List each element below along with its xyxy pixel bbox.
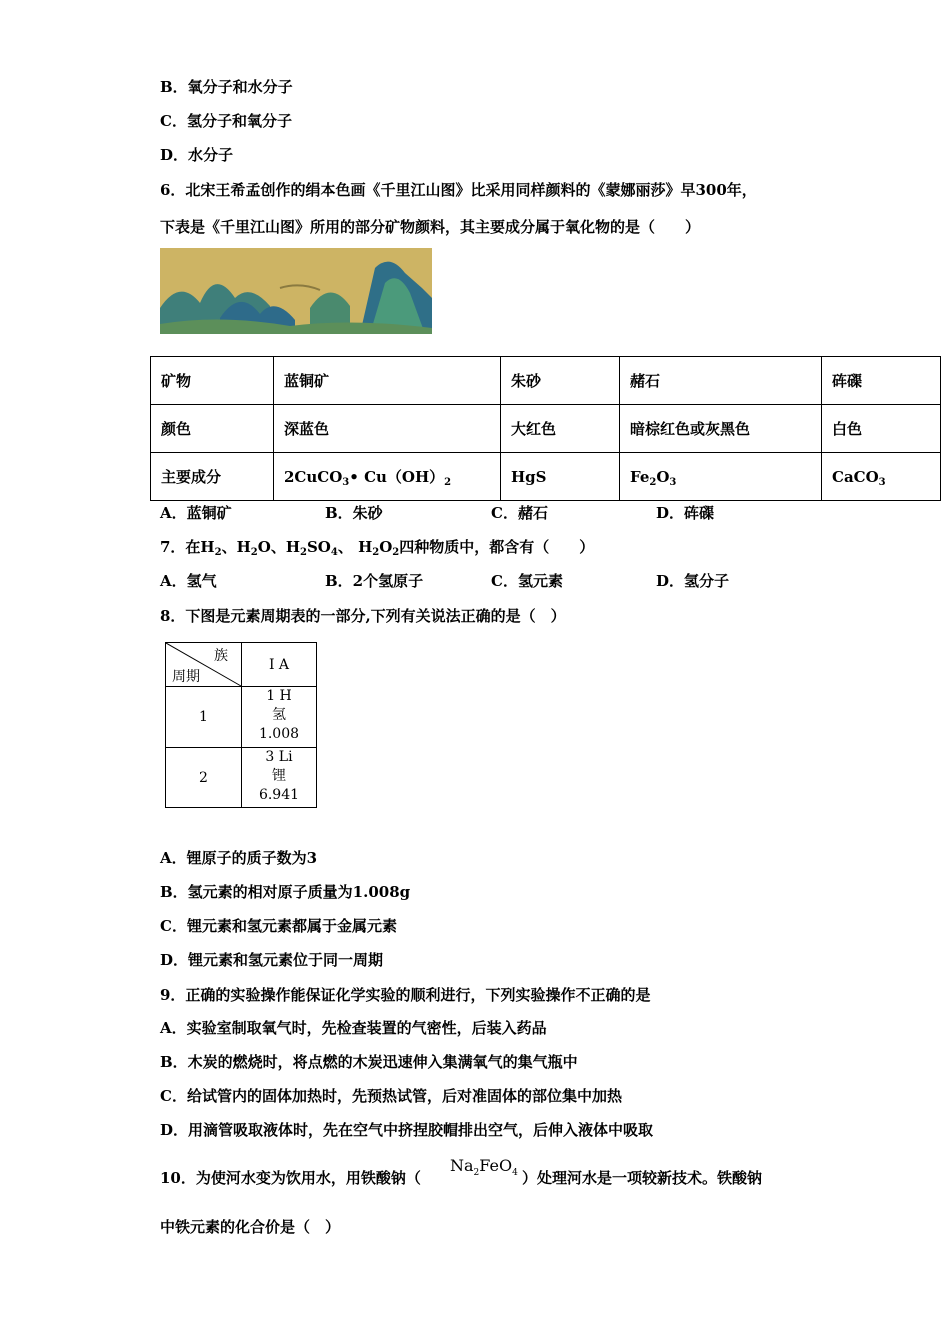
color-tridacna: 白色 — [822, 405, 941, 453]
element-cell-lithium — [242, 748, 316, 807]
q5-option-b: B．氧分子和水分子 — [160, 78, 293, 96]
component-ochre: $Fe_2O_3$ — [620, 453, 822, 501]
component-cinnabar: HgS — [501, 453, 620, 501]
q6-stem-line1: 6．北宋王希孟创作的绢本色画《千里江山图》比采用同样颜料的《蒙娜丽莎》早300年， — [160, 181, 757, 199]
component-azurite: 2CuCO$_3$• $Cu(OH)_2$ — [274, 453, 501, 501]
q8-option-a: A．锂原子的质子数为3 — [160, 849, 318, 867]
q7-option-b: B．2个氢原子 — [325, 572, 424, 590]
q9-option-c: C．给试管内的固体加热时，先预热试管，后对准固体的部位集中加热 — [160, 1087, 622, 1105]
q10-stem-line1-end: ）处理河水是一项较新技术。铁酸钠 — [522, 1169, 763, 1187]
header-group-label: 族 — [214, 648, 228, 664]
mineral-ochre: 赭石 — [620, 357, 822, 405]
hydrogen-mass: 1.008 — [258, 726, 300, 742]
landscape-painting-image — [160, 248, 432, 334]
q5-option-c: C．氢分子和氧分子 — [160, 112, 292, 130]
period-2-label: 2 — [199, 769, 208, 786]
q10-stem-line2: 中铁元素的化合价是（ ） — [160, 1218, 341, 1236]
q7-stem: 7．在$H_2$、$H_2O$、$H_2SO_4$、 $H_2O_2$四种物质中，都含有（ ） — [160, 538, 595, 558]
component-tridacna: CaCO$_3$ — [822, 453, 941, 501]
mineral-cinnabar: 朱砂 — [501, 357, 620, 405]
q6-option-d: D．砗磲 — [656, 504, 715, 522]
group-ia-header: I A — [268, 656, 290, 673]
q6-option-b: B．朱砂 — [325, 504, 383, 522]
q6-option-c: C．赭石 — [491, 504, 548, 522]
row-header-mineral: 矿物 — [151, 357, 274, 405]
table-row — [151, 453, 941, 501]
q5-option-d: D．水分子 — [160, 146, 234, 164]
sodium-ferrate-formula: $Na_2FeO_4$ — [450, 1156, 518, 1178]
q9-option-d: D．用滴管吸取液体时，先在空气中挤捏胶帽排出空气，后伸入液体中吸取 — [160, 1121, 654, 1139]
q9-option-a: A．实验室制取氧气时，先检查装置的气密性，后装入药品 — [160, 1019, 547, 1037]
color-azurite: 深蓝色 — [274, 405, 501, 453]
q9-option-b: B．木炭的燃烧时，将点燃的木炭迅速伸入集满氧气的集气瓶中 — [160, 1053, 578, 1071]
element-cell-hydrogen — [242, 687, 316, 747]
q8-option-b: B．氢元素的相对原子质量为1.008g — [160, 883, 411, 901]
q10-stem-line1-start: 10．为使河水变为饮用水，用铁酸钠（ — [160, 1169, 421, 1187]
table-row — [151, 357, 941, 405]
q7-option-d: D．氢分子 — [656, 572, 730, 590]
mineral-pigment-table — [150, 356, 941, 501]
hydrogen-symbol: 1 H — [266, 688, 292, 704]
period-1-label: 1 — [199, 709, 208, 725]
row-header-color: 颜色 — [151, 405, 274, 453]
q8-option-d: D．锂元素和氢元素位于同一周期 — [160, 951, 384, 969]
periodic-table-excerpt — [165, 642, 317, 808]
q7-option-c: C．氢元素 — [491, 572, 563, 590]
q6-stem-line2: 下表是《千里江山图》所用的部分矿物颜料，其主要成分属于氧化物的是（ ） — [160, 218, 701, 236]
mineral-tridacna: 砗磲 — [822, 357, 941, 405]
mineral-azurite: 蓝铜矿 — [274, 357, 501, 405]
color-ochre: 暗棕红色或灰黑色 — [620, 405, 822, 453]
table-row — [151, 405, 941, 453]
q6-option-a: A．蓝铜矿 — [160, 504, 232, 522]
color-cinnabar: 大红色 — [501, 405, 620, 453]
lithium-symbol: 3 Li — [265, 749, 293, 765]
lithium-mass: 6.941 — [258, 787, 300, 803]
q7-option-a: A．氢气 — [160, 572, 217, 590]
hydrogen-name: 氢 — [272, 707, 286, 723]
lithium-name: 锂 — [272, 768, 286, 784]
q9-stem: 9．正确的实验操作能保证化学实验的顺利进行，下列实验操作不正确的是 — [160, 986, 651, 1004]
header-period-label: 周期 — [172, 669, 200, 685]
q8-option-c: C．锂元素和氢元素都属于金属元素 — [160, 917, 397, 935]
q8-stem: 8．下图是元素周期表的一部分,下列有关说法正确的是（ ） — [160, 607, 566, 625]
row-header-component: 主要成分 — [151, 453, 274, 501]
